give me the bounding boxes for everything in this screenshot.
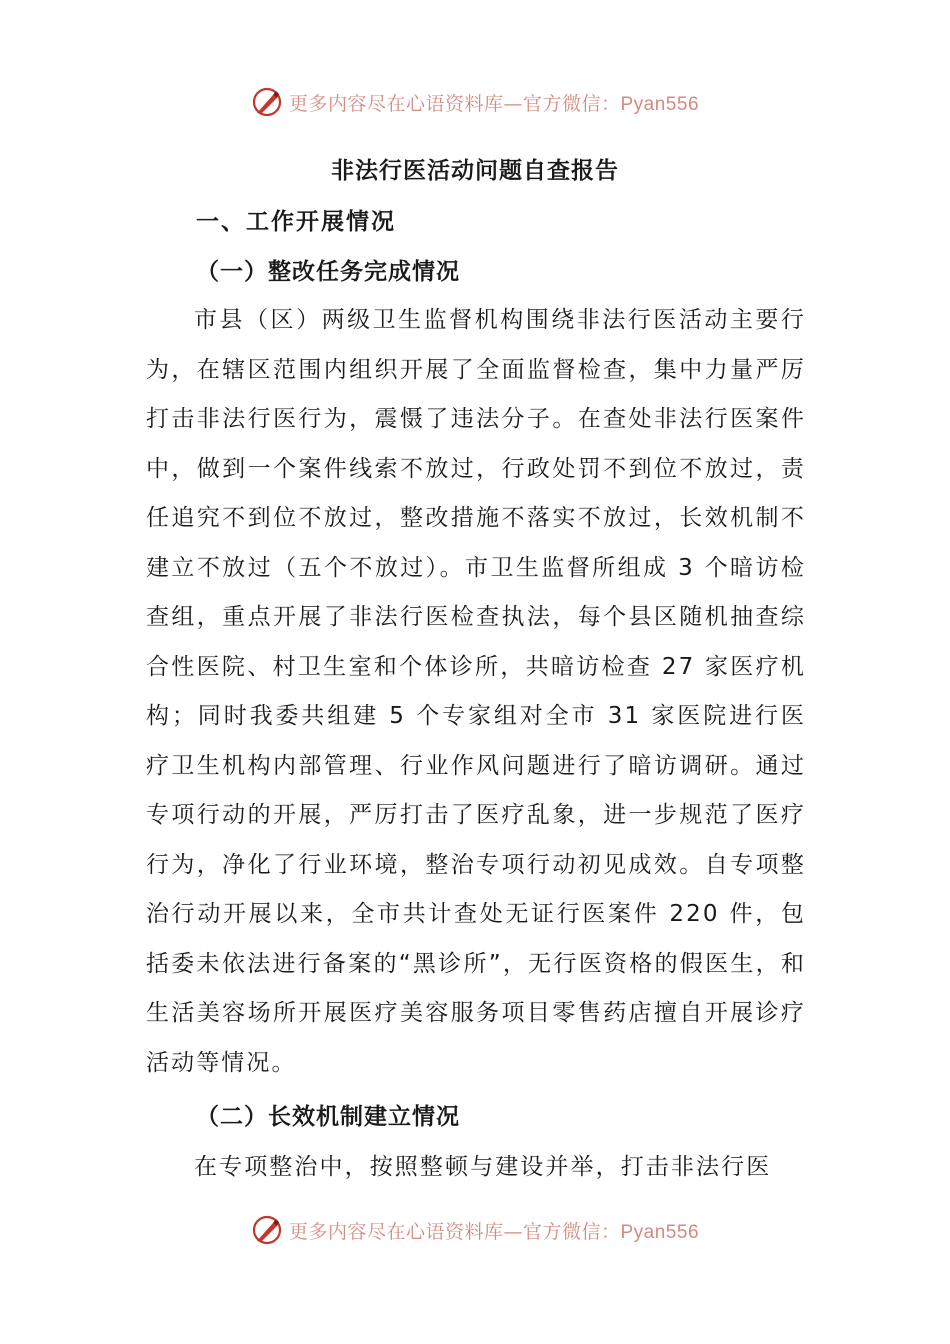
watermark-text: 更多内容尽在心语资料库—官方微信： <box>288 1220 621 1243</box>
watermark-wechat-id: Pyan556 <box>620 93 700 115</box>
section-heading: 一、工作开展情况 <box>196 209 396 235</box>
document-title: 非法行医活动问题自查报告 <box>331 158 619 184</box>
subsection-heading: （二）长效机制建立情况 <box>196 1104 460 1130</box>
watermark-wechat-id: Pyan556 <box>620 1221 700 1243</box>
footer-watermark <box>0 1210 950 1250</box>
pen-circle-icon <box>251 1214 283 1246</box>
body-paragraph: 市县（区）两级卫生监督机构围绕非法行医活动主要行为，在辖区范围内组织开展了全面监督检查，集中力量严厉打击非法行医行为，震慑了违法分子。在查处非法行医案件中，做到一个案件线索不放过，行政处罚不到位不放过，责任追究不到位不放过，整改措施不落实不放过，长效机制不建立不放过（五个不放过）。市卫生监督所组成 3 个暗访检查组，重点开展了非法行医检查执法，每个县区随机抽查综合性医院、村卫生室和个体诊所，共暗访检查 27 家医疗机构；同时我委共组建 5 个专家组对全市 31 家医院进行医疗卫生机构内部管理、行业作风问题进行了暗访调研。通过专项行动的开展，严厉打击了医疗乱象，进一步规范了医疗行为，净化了行业环境，整治专项行动初见成效。自专项整治行动开展以来，全市共计查处无证行医案件 220 件，包括委未依法进行备案的“黑诊所”，无行医资格的假医生，和生活美容场所开展医疗美容服务项目零售药店擅自开展诊疗活动等情况。 <box>146 307 806 1076</box>
header-watermark <box>0 82 950 122</box>
subsection-heading: （一）整改任务完成情况 <box>196 259 460 285</box>
pen-circle-icon <box>251 86 283 118</box>
body-paragraph: 在专项整治中，按照整顿与建设并举，打击非法行医 <box>194 1154 772 1180</box>
watermark-text: 更多内容尽在心语资料库—官方微信： <box>288 92 621 115</box>
